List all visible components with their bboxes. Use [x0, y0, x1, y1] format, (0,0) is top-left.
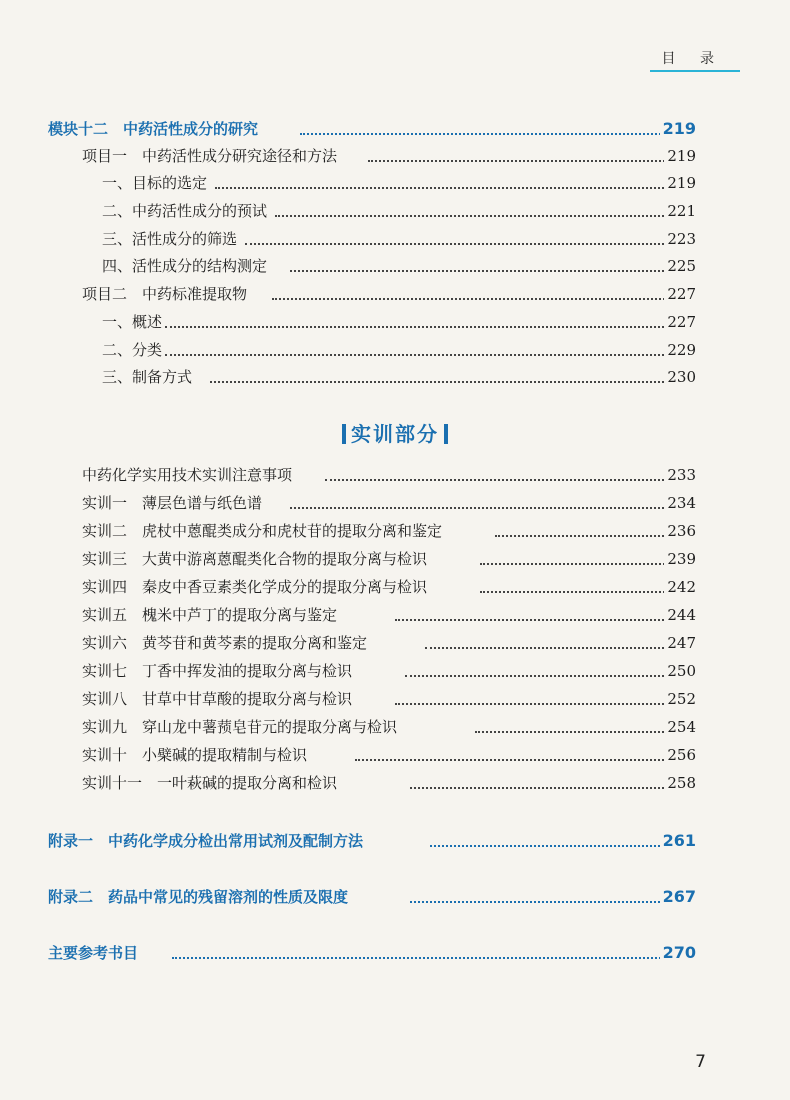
toc-leader	[325, 479, 680, 481]
toc-entry-page: 252	[664, 686, 696, 712]
toc-entry-training[interactable]	[0, 714, 790, 740]
toc-entry-item[interactable]	[0, 253, 790, 279]
toc-entry-page: 250	[664, 658, 696, 684]
toc-entry-appendix-1[interactable]	[0, 828, 790, 854]
toc-entry-page: 258	[664, 770, 696, 796]
header-title: 目 录	[661, 51, 724, 67]
toc-leader	[210, 381, 680, 383]
toc-entry-label: 实训十 小檗碱的提取精制与检识	[82, 742, 309, 768]
toc-entry-page: 247	[664, 630, 696, 656]
toc-entry-page: 221	[664, 198, 696, 224]
toc-entry-page: 219	[664, 170, 696, 196]
toc-entry-page: 233	[664, 462, 696, 488]
toc-leader	[355, 759, 680, 761]
toc-leader	[300, 133, 680, 135]
toc-entry-training[interactable]	[0, 490, 790, 516]
toc-entry-training[interactable]	[0, 574, 790, 600]
toc-leader	[215, 187, 680, 189]
toc-entry-item[interactable]	[0, 170, 790, 196]
toc-leader	[165, 326, 680, 328]
toc-entry-page: 254	[664, 714, 696, 740]
toc-entry-page: 230	[664, 364, 696, 390]
toc-leader	[405, 675, 680, 677]
page-number: 7	[695, 1052, 706, 1072]
toc-entry-page: 229	[664, 337, 696, 363]
toc-entry-label: 主要参考书目	[48, 940, 140, 966]
toc-entry-page: 270	[660, 940, 696, 966]
section-heading	[0, 418, 790, 447]
toc-entry-label: 实训四 秦皮中香豆素类化学成分的提取分离与检识	[82, 574, 429, 600]
toc-entry-training[interactable]	[0, 546, 790, 572]
toc-entry-project-2[interactable]	[0, 281, 790, 307]
toc-entry-module-12[interactable]	[0, 116, 790, 142]
toc-entry-page: 236	[664, 518, 696, 544]
toc-entry-page: 239	[664, 546, 696, 572]
toc-entry-item[interactable]	[0, 337, 790, 363]
toc-entry-label: 二、中药活性成分的预试	[102, 198, 269, 224]
toc-entry-training[interactable]	[0, 658, 790, 684]
toc-entry-page: 225	[664, 253, 696, 279]
toc-entry-label: 四、活性成分的结构测定	[102, 253, 269, 279]
toc-leader	[272, 298, 680, 300]
toc-entry-label: 中药化学实用技术实训注意事项	[82, 462, 294, 488]
toc-entry-label: 附录二 药品中常见的残留溶剂的性质及限度	[48, 884, 350, 910]
toc-leader	[475, 731, 680, 733]
heading-bar-right	[444, 424, 448, 444]
toc-leader	[495, 535, 680, 537]
toc-entry-page: 219	[660, 116, 696, 142]
toc-entry-label: 一、目标的选定	[102, 170, 209, 196]
toc-leader	[430, 845, 680, 847]
toc-entry-item[interactable]	[0, 364, 790, 390]
toc-entry-label: 实训一 薄层色谱与纸色谱	[82, 490, 264, 516]
toc-entry-page: 242	[664, 574, 696, 600]
toc-entry-page: 219	[664, 143, 696, 169]
toc-leader	[395, 619, 680, 621]
toc-leader	[410, 901, 680, 903]
toc-entry-page: 227	[664, 309, 696, 335]
toc-entry-label: 二、分类	[102, 337, 164, 363]
toc-leader	[165, 354, 680, 356]
heading-bar-left	[342, 424, 346, 444]
toc-entry-training[interactable]	[0, 462, 790, 488]
toc-entry-label: 实训十一 一叶萩碱的提取分离和检识	[82, 770, 339, 796]
toc-entry-training[interactable]	[0, 630, 790, 656]
toc-entry-label: 实训三 大黄中游离蒽醌类化合物的提取分离与检识	[82, 546, 429, 572]
toc-entry-label: 模块十二 中药活性成分的研究	[48, 116, 260, 142]
toc-entry-label: 三、活性成分的筛选	[102, 226, 239, 252]
toc-leader	[480, 591, 680, 593]
toc-entry-label: 实训六 黄芩苷和黄芩素的提取分离和鉴定	[82, 630, 369, 656]
toc-entry-training[interactable]	[0, 686, 790, 712]
toc-entry-project-1[interactable]	[0, 143, 790, 169]
section-heading-text: 实训部分	[351, 422, 439, 446]
toc-entry-label: 实训二 虎杖中蒽醌类成分和虎杖苷的提取分离和鉴定	[82, 518, 444, 544]
toc-entry-training[interactable]	[0, 518, 790, 544]
toc-leader	[290, 270, 680, 272]
toc-leader	[395, 703, 680, 705]
toc-entry-label: 一、概述	[102, 309, 164, 335]
toc-entry-page: 234	[664, 490, 696, 516]
toc-entry-training[interactable]	[0, 742, 790, 768]
toc-entry-item[interactable]	[0, 226, 790, 252]
toc-entry-label: 实训八 甘草中甘草酸的提取分离与检识	[82, 686, 354, 712]
toc-leader	[275, 215, 680, 217]
toc-entry-appendix-2[interactable]	[0, 884, 790, 910]
toc-entry-page: 223	[664, 226, 696, 252]
toc-entry-label: 实训九 穿山龙中薯蓣皂苷元的提取分离与检识	[82, 714, 399, 740]
toc-entry-label: 项目一 中药活性成分研究途径和方法	[82, 143, 339, 169]
toc-leader	[368, 160, 680, 162]
toc-leader	[245, 243, 680, 245]
toc-entry-page: 256	[664, 742, 696, 768]
toc-leader	[425, 647, 680, 649]
toc-entry-label: 项目二 中药标准提取物	[82, 281, 249, 307]
toc-entry-page: 227	[664, 281, 696, 307]
toc-leader	[172, 957, 680, 959]
toc-leader	[480, 563, 680, 565]
toc-entry-page: 244	[664, 602, 696, 628]
toc-entry-references[interactable]	[0, 940, 790, 966]
toc-leader	[410, 787, 680, 789]
toc-leader	[290, 507, 680, 509]
toc-entry-label: 实训五 槐米中芦丁的提取分离与鉴定	[82, 602, 339, 628]
toc-entry-item[interactable]	[0, 198, 790, 224]
header-rule	[650, 70, 740, 72]
toc-entry-training[interactable]	[0, 770, 790, 796]
toc-entry-label: 附录一 中药化学成分检出常用试剂及配制方法	[48, 828, 365, 854]
section-heading-box	[337, 418, 453, 447]
toc-entry-label: 三、制备方式	[102, 364, 194, 390]
page-header	[0, 0, 790, 100]
toc-entry-page: 267	[660, 884, 696, 910]
toc-entry-label: 实训七 丁香中挥发油的提取分离与检识	[82, 658, 354, 684]
toc-entry-item[interactable]	[0, 309, 790, 335]
toc-entry-training[interactable]	[0, 602, 790, 628]
toc-entry-page: 261	[660, 828, 696, 854]
